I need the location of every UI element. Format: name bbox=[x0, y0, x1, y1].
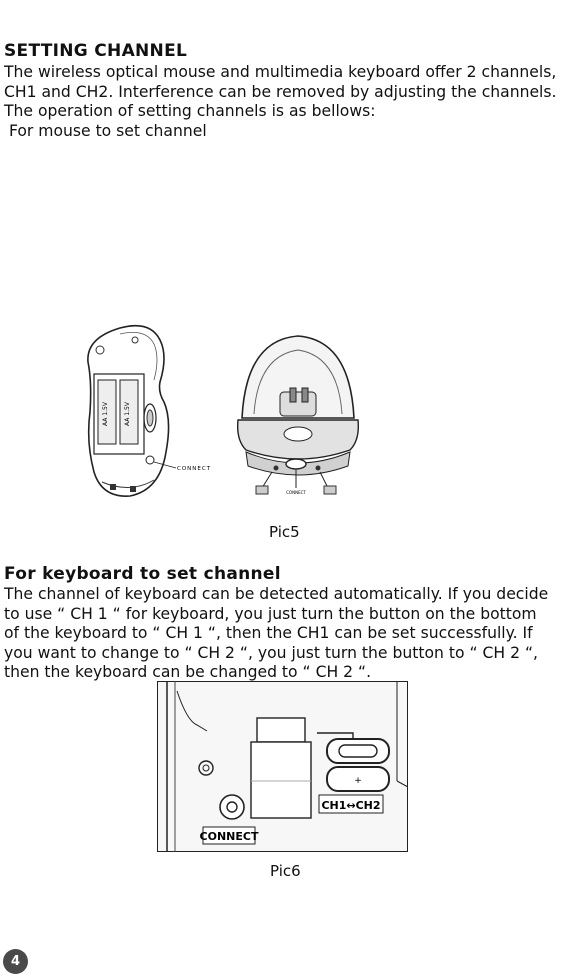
battery-label: AA 1.5V bbox=[124, 402, 131, 426]
paragraph-line: CH1 and CH2. Interference can be removed by adjusting the channels. bbox=[4, 82, 557, 101]
paragraph-line: The wireless optical mouse and multimedia keyboard offer 2 channels, bbox=[4, 63, 557, 81]
mouse-connect-label: CONNECT bbox=[177, 466, 212, 472]
paragraph-line: The operation of setting channels is as bellows: bbox=[4, 102, 376, 120]
keyboard-connect-label: CONNECT bbox=[199, 830, 259, 843]
paragraph-line: then the keyboard can be changed to “ CH 2 “. bbox=[4, 663, 372, 681]
paragraph-line: of the keyboard to “ CH 1 “, then the CH1 can be set successfully. If bbox=[4, 624, 533, 642]
battery-label: AA 1.5V bbox=[102, 402, 109, 426]
receiver-connect-label: CONNECT bbox=[286, 490, 306, 495]
keyboard-paragraph bbox=[4, 585, 570, 683]
section-heading-keyboard: For keyboard to set channel bbox=[4, 564, 281, 584]
intro-paragraph bbox=[4, 63, 570, 141]
keyboard-bottom-illustration bbox=[157, 681, 408, 852]
paragraph-line: The channel of keyboard can be detected automatically. If you decide bbox=[4, 585, 549, 603]
paragraph-line: to use “ CH 1 “ for keyboard, you just turn the button on the bottom bbox=[4, 604, 537, 623]
subheading-mouse: For mouse to set channel bbox=[4, 121, 207, 140]
channel-switch-label: CH1↔CH2 bbox=[321, 799, 381, 812]
pic5-caption: Pic5 bbox=[269, 523, 300, 541]
mouse-bottom-illustration bbox=[80, 322, 220, 500]
receiver-illustration bbox=[232, 328, 362, 498]
page-number: 4 bbox=[3, 949, 28, 974]
paragraph-line: you want to change to “ CH 2 “, you just turn the button to “ CH 2 “, bbox=[4, 643, 538, 662]
svg-text:+: + bbox=[354, 776, 362, 786]
section-heading-setting-channel: SETTING CHANNEL bbox=[4, 41, 188, 61]
pic6-caption: Pic6 bbox=[270, 862, 301, 880]
